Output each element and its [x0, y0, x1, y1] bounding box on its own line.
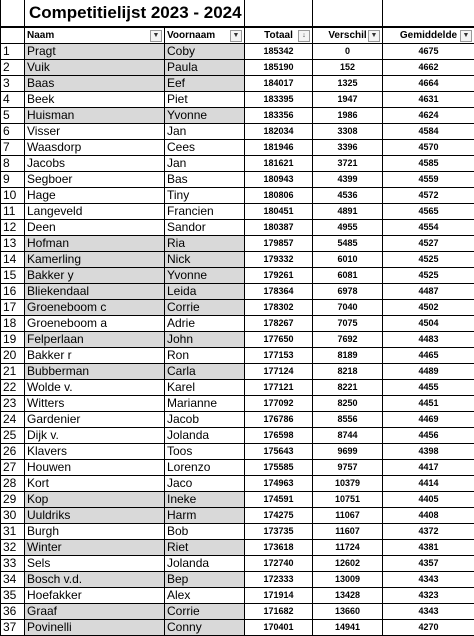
gemiddelde-cell[interactable]: 4585	[383, 156, 474, 172]
voornaam-cell[interactable]: Francien	[165, 204, 245, 220]
table-row	[1, 268, 474, 284]
rank-cell[interactable]: 7	[1, 140, 25, 156]
title-spacer	[1, 0, 25, 27]
naam-cell[interactable]: Wolde v.	[25, 380, 165, 396]
voornaam-cell[interactable]: Paula	[165, 60, 245, 76]
gemiddelde-cell[interactable]: 4570	[383, 140, 474, 156]
naam-cell[interactable]: Pragt	[25, 44, 165, 60]
voornaam-cell[interactable]: Toos	[165, 444, 245, 460]
verschil-header-label: Verschil	[328, 30, 366, 41]
voornaam-cell[interactable]: Tiny	[165, 188, 245, 204]
totaal-cell[interactable]: 172333	[245, 572, 313, 588]
gemiddelde-cell[interactable]: 4487	[383, 284, 474, 300]
rank-cell[interactable]: 17	[1, 300, 25, 316]
voornaam-cell[interactable]: Marianne	[165, 396, 245, 412]
totaal-cell[interactable]: 177121	[245, 380, 313, 396]
verschil-cell[interactable]: 4536	[313, 188, 383, 204]
voornaam-cell[interactable]: Harm	[165, 508, 245, 524]
gemiddelde-cell[interactable]: 4398	[383, 444, 474, 460]
verschil-cell[interactable]: 10379	[313, 476, 383, 492]
verschil-cell[interactable]: 1325	[313, 76, 383, 92]
table-row	[1, 124, 474, 140]
totaal-header-label: Totaal	[264, 30, 293, 41]
rank-cell[interactable]: 9	[1, 172, 25, 188]
title-empty-cell	[383, 0, 474, 27]
totaal-cell[interactable]: 171682	[245, 604, 313, 620]
voornaam-cell[interactable]: Corrie	[165, 300, 245, 316]
table-row	[1, 44, 474, 60]
voornaam-cell[interactable]: Yvonne	[165, 108, 245, 124]
rank-cell[interactable]: 11	[1, 204, 25, 220]
naam-cell[interactable]: Dijk v.	[25, 428, 165, 444]
verschil-cell[interactable]: 6978	[313, 284, 383, 300]
rank-cell[interactable]: 30	[1, 508, 25, 524]
verschil-cell[interactable]: 14941	[313, 620, 383, 636]
naam-cell[interactable]: Povinelli	[25, 620, 165, 636]
totaal-cell[interactable]: 181946	[245, 140, 313, 156]
rank-cell[interactable]: 1	[1, 44, 25, 60]
rank-cell[interactable]: 12	[1, 220, 25, 236]
naam-header-label: Naam	[27, 30, 54, 41]
gemiddelde-cell[interactable]: 4414	[383, 476, 474, 492]
naam-cell[interactable]: Kort	[25, 476, 165, 492]
rank-cell[interactable]: 25	[1, 428, 25, 444]
totaal-cell[interactable]: 178364	[245, 284, 313, 300]
naam-cell[interactable]: Kop	[25, 492, 165, 508]
voornaam-cell[interactable]: Karel	[165, 380, 245, 396]
totaal-cell[interactable]: 177124	[245, 364, 313, 380]
rank-cell[interactable]: 6	[1, 124, 25, 140]
verschil-cell[interactable]: 7040	[313, 300, 383, 316]
filter-dropdown-icon[interactable]: ▼	[460, 30, 472, 42]
voornaam-cell[interactable]: Jolanda	[165, 428, 245, 444]
totaal-cell[interactable]: 179332	[245, 252, 313, 268]
voornaam-cell[interactable]: Bob	[165, 524, 245, 540]
totaal-cell[interactable]: 175585	[245, 460, 313, 476]
naam-cell[interactable]: Deen	[25, 220, 165, 236]
voornaam-cell[interactable]: John	[165, 332, 245, 348]
verschil-cell[interactable]: 9757	[313, 460, 383, 476]
table-row	[1, 252, 474, 268]
naam-cell[interactable]: Bakker r	[25, 348, 165, 364]
table-row	[1, 396, 474, 412]
table-row	[1, 556, 474, 572]
gemiddelde-cell[interactable]: 4372	[383, 524, 474, 540]
verschil-cell[interactable]: 8556	[313, 412, 383, 428]
rank-cell[interactable]: 27	[1, 460, 25, 476]
voornaam-cell[interactable]: Cees	[165, 140, 245, 156]
voornaam-cell[interactable]: Piet	[165, 92, 245, 108]
voornaam-cell[interactable]: Leida	[165, 284, 245, 300]
voornaam-cell[interactable]: Bep	[165, 572, 245, 588]
verschil-cell[interactable]: 10751	[313, 492, 383, 508]
table-row	[1, 604, 474, 620]
table-row	[1, 332, 474, 348]
rank-cell[interactable]: 34	[1, 572, 25, 588]
naam-cell[interactable]: Baas	[25, 76, 165, 92]
totaal-cell[interactable]: 172740	[245, 556, 313, 572]
verschil-cell[interactable]: 3396	[313, 140, 383, 156]
totaal-cell[interactable]: 183356	[245, 108, 313, 124]
naam-cell[interactable]: Langeveld	[25, 204, 165, 220]
gemiddelde-cell[interactable]: 4525	[383, 268, 474, 284]
totaal-cell[interactable]: 174275	[245, 508, 313, 524]
table-row	[1, 284, 474, 300]
verschil-cell[interactable]: 8744	[313, 428, 383, 444]
table-row	[1, 316, 474, 332]
table-row	[1, 444, 474, 460]
gemiddelde-cell[interactable]: 4489	[383, 364, 474, 380]
gemiddelde-cell[interactable]: 4525	[383, 252, 474, 268]
table-row	[1, 540, 474, 556]
gemiddelde-cell[interactable]: 4343	[383, 604, 474, 620]
table-row	[1, 428, 474, 444]
verschil-cell[interactable]: 0	[313, 44, 383, 60]
naam-cell[interactable]: Witters	[25, 396, 165, 412]
voornaam-cell[interactable]: Conny	[165, 620, 245, 636]
naam-cell[interactable]: Houwen	[25, 460, 165, 476]
rank-cell[interactable]: 15	[1, 268, 25, 284]
totaal-cell[interactable]: 176598	[245, 428, 313, 444]
naam-cell[interactable]: Vuik	[25, 60, 165, 76]
gemiddelde-cell[interactable]: 4469	[383, 412, 474, 428]
rank-cell[interactable]: 29	[1, 492, 25, 508]
rank-cell[interactable]: 2	[1, 60, 25, 76]
voornaam-cell[interactable]: Jaco	[165, 476, 245, 492]
voornaam-cell[interactable]: Yvonne	[165, 268, 245, 284]
gemiddelde-cell[interactable]: 4381	[383, 540, 474, 556]
totaal-cell[interactable]: 180806	[245, 188, 313, 204]
verschil-cell[interactable]: 8189	[313, 348, 383, 364]
gemiddelde-cell[interactable]: 4343	[383, 572, 474, 588]
verschil-cell[interactable]: 13660	[313, 604, 383, 620]
naam-cell[interactable]: Bubberman	[25, 364, 165, 380]
naam-cell[interactable]: Huisman	[25, 108, 165, 124]
totaal-cell[interactable]: 182034	[245, 124, 313, 140]
gemiddelde-cell[interactable]: 4675	[383, 44, 474, 60]
voornaam-cell[interactable]: Corrie	[165, 604, 245, 620]
verschil-cell[interactable]: 12602	[313, 556, 383, 572]
gemiddelde-cell[interactable]: 4662	[383, 60, 474, 76]
table-row	[1, 588, 474, 604]
voornaam-cell[interactable]: Ron	[165, 348, 245, 364]
verschil-cell[interactable]: 13428	[313, 588, 383, 604]
totaal-cell[interactable]: 170401	[245, 620, 313, 636]
totaal-cell[interactable]: 180943	[245, 172, 313, 188]
rank-cell[interactable]: 13	[1, 236, 25, 252]
verschil-cell[interactable]: 3721	[313, 156, 383, 172]
voornaam-cell[interactable]: Jan	[165, 124, 245, 140]
gemiddelde-cell[interactable]: 4465	[383, 348, 474, 364]
title-empty-cell	[313, 0, 383, 27]
totaal-cell[interactable]: 174591	[245, 492, 313, 508]
verschil-cell[interactable]: 13009	[313, 572, 383, 588]
gemiddelde-cell[interactable]: 4270	[383, 620, 474, 636]
voornaam-cell[interactable]: Nick	[165, 252, 245, 268]
voornaam-cell[interactable]: Jan	[165, 156, 245, 172]
totaal-cell[interactable]: 174963	[245, 476, 313, 492]
gemiddelde-header-label: Gemiddelde	[400, 30, 457, 41]
voornaam-header-label: Voornaam	[167, 30, 215, 41]
voornaam-header[interactable]	[165, 27, 245, 44]
naam-cell[interactable]: Visser	[25, 124, 165, 140]
header-row	[1, 27, 474, 44]
rank-cell[interactable]: 14	[1, 252, 25, 268]
totaal-cell[interactable]: 183395	[245, 92, 313, 108]
gemiddelde-cell[interactable]: 4417	[383, 460, 474, 476]
totaal-cell[interactable]: 173618	[245, 540, 313, 556]
totaal-cell[interactable]: 177153	[245, 348, 313, 364]
rank-cell[interactable]: 5	[1, 108, 25, 124]
totaal-cell[interactable]: 175643	[245, 444, 313, 460]
naam-cell[interactable]: Hoefakker	[25, 588, 165, 604]
gemiddelde-cell[interactable]: 4664	[383, 76, 474, 92]
table-row	[1, 76, 474, 92]
verschil-cell[interactable]: 8221	[313, 380, 383, 396]
verschil-cell[interactable]: 7692	[313, 332, 383, 348]
naam-cell[interactable]: Groeneboom c	[25, 300, 165, 316]
gemiddelde-cell[interactable]: 4408	[383, 508, 474, 524]
totaal-cell[interactable]: 179261	[245, 268, 313, 284]
verschil-cell[interactable]: 8250	[313, 396, 383, 412]
naam-cell[interactable]: Groeneboom a	[25, 316, 165, 332]
rank-cell[interactable]: 32	[1, 540, 25, 556]
naam-cell[interactable]: Winter	[25, 540, 165, 556]
naam-cell[interactable]: Hofman	[25, 236, 165, 252]
voornaam-cell[interactable]: Riet	[165, 540, 245, 556]
gemiddelde-cell[interactable]: 4504	[383, 316, 474, 332]
gemiddelde-cell[interactable]: 4527	[383, 236, 474, 252]
gemiddelde-cell[interactable]: 4323	[383, 588, 474, 604]
rank-header	[1, 27, 25, 44]
verschil-cell[interactable]: 7075	[313, 316, 383, 332]
verschil-cell[interactable]: 4955	[313, 220, 383, 236]
gemiddelde-cell[interactable]: 4405	[383, 492, 474, 508]
table-row	[1, 300, 474, 316]
rank-cell[interactable]: 26	[1, 444, 25, 460]
naam-cell[interactable]: Segboer	[25, 172, 165, 188]
rank-cell[interactable]: 22	[1, 380, 25, 396]
table-row	[1, 412, 474, 428]
gemiddelde-cell[interactable]: 4565	[383, 204, 474, 220]
gemiddelde-header[interactable]	[383, 27, 474, 44]
totaal-cell[interactable]: 178302	[245, 300, 313, 316]
filter-dropdown-icon[interactable]: ▼	[230, 30, 242, 42]
sheet-title: Competitielijst 2023 - 2024	[25, 0, 245, 27]
gemiddelde-cell[interactable]: 4483	[383, 332, 474, 348]
verschil-cell[interactable]: 8218	[313, 364, 383, 380]
gemiddelde-cell[interactable]: 4357	[383, 556, 474, 572]
totaal-cell[interactable]: 179857	[245, 236, 313, 252]
rank-cell[interactable]: 35	[1, 588, 25, 604]
table-row	[1, 108, 474, 124]
totaal-cell[interactable]: 181621	[245, 156, 313, 172]
naam-cell[interactable]: Waasdorp	[25, 140, 165, 156]
rank-cell[interactable]: 37	[1, 620, 25, 636]
verschil-cell[interactable]: 1947	[313, 92, 383, 108]
totaal-cell[interactable]: 178267	[245, 316, 313, 332]
totaal-cell[interactable]: 177650	[245, 332, 313, 348]
verschil-cell[interactable]: 4399	[313, 172, 383, 188]
verschil-cell[interactable]: 1986	[313, 108, 383, 124]
voornaam-cell[interactable]: Coby	[165, 44, 245, 60]
rank-cell[interactable]: 3	[1, 76, 25, 92]
voornaam-cell[interactable]: Bas	[165, 172, 245, 188]
verschil-cell[interactable]: 11724	[313, 540, 383, 556]
table-row	[1, 188, 474, 204]
table-row	[1, 572, 474, 588]
verschil-cell[interactable]: 4891	[313, 204, 383, 220]
rank-cell[interactable]: 19	[1, 332, 25, 348]
verschil-cell[interactable]: 6010	[313, 252, 383, 268]
voornaam-cell[interactable]: Alex	[165, 588, 245, 604]
gemiddelde-cell[interactable]: 4451	[383, 396, 474, 412]
title-empty-cell	[245, 0, 313, 27]
rank-cell[interactable]: 16	[1, 284, 25, 300]
table-row	[1, 492, 474, 508]
gemiddelde-cell[interactable]: 4456	[383, 428, 474, 444]
totaal-cell[interactable]: 185190	[245, 60, 313, 76]
table-row	[1, 348, 474, 364]
gemiddelde-cell[interactable]: 4584	[383, 124, 474, 140]
naam-cell[interactable]: Beek	[25, 92, 165, 108]
table-row	[1, 508, 474, 524]
verschil-header[interactable]	[313, 27, 383, 44]
naam-cell[interactable]: Felperlaan	[25, 332, 165, 348]
table-row	[1, 524, 474, 540]
voornaam-cell[interactable]: Adrie	[165, 316, 245, 332]
totaal-cell[interactable]: 185342	[245, 44, 313, 60]
filter-dropdown-icon[interactable]: ▼	[150, 30, 162, 42]
title-row	[1, 0, 474, 27]
gemiddelde-cell[interactable]: 4559	[383, 172, 474, 188]
voornaam-cell[interactable]: Ria	[165, 236, 245, 252]
rank-cell[interactable]: 8	[1, 156, 25, 172]
table-row	[1, 236, 474, 252]
table-row	[1, 140, 474, 156]
verschil-cell[interactable]: 11607	[313, 524, 383, 540]
naam-cell[interactable]: Uuldriks	[25, 508, 165, 524]
naam-cell[interactable]: Burgh	[25, 524, 165, 540]
gemiddelde-cell[interactable]: 4624	[383, 108, 474, 124]
naam-cell[interactable]: Klavers	[25, 444, 165, 460]
rank-cell[interactable]: 28	[1, 476, 25, 492]
rank-cell[interactable]: 31	[1, 524, 25, 540]
gemiddelde-cell[interactable]: 4554	[383, 220, 474, 236]
naam-cell[interactable]: Bosch v.d.	[25, 572, 165, 588]
table-row	[1, 220, 474, 236]
totaal-cell[interactable]: 184017	[245, 76, 313, 92]
verschil-cell[interactable]: 9699	[313, 444, 383, 460]
table-row	[1, 172, 474, 188]
voornaam-cell[interactable]: Lorenzo	[165, 460, 245, 476]
rank-cell[interactable]: 23	[1, 396, 25, 412]
sort-descending-icon[interactable]: ↓	[298, 30, 310, 42]
voornaam-cell[interactable]: Ineke	[165, 492, 245, 508]
table-row	[1, 204, 474, 220]
verschil-cell[interactable]: 152	[313, 60, 383, 76]
rank-cell[interactable]: 21	[1, 364, 25, 380]
table-row	[1, 620, 474, 636]
table-row	[1, 156, 474, 172]
naam-cell[interactable]: Jacobs	[25, 156, 165, 172]
naam-cell[interactable]: Bakker y	[25, 268, 165, 284]
rank-cell[interactable]: 4	[1, 92, 25, 108]
voornaam-cell[interactable]: Eef	[165, 76, 245, 92]
verschil-cell[interactable]: 5485	[313, 236, 383, 252]
totaal-cell[interactable]: 177092	[245, 396, 313, 412]
naam-cell[interactable]: Sels	[25, 556, 165, 572]
table-row	[1, 460, 474, 476]
totaal-cell[interactable]: 171914	[245, 588, 313, 604]
naam-header[interactable]	[25, 27, 165, 44]
gemiddelde-cell[interactable]: 4502	[383, 300, 474, 316]
rank-cell[interactable]: 24	[1, 412, 25, 428]
rank-cell[interactable]: 33	[1, 556, 25, 572]
naam-cell[interactable]: Gardenier	[25, 412, 165, 428]
naam-cell[interactable]: Graaf	[25, 604, 165, 620]
totaal-header[interactable]	[245, 27, 313, 44]
rank-cell[interactable]: 18	[1, 316, 25, 332]
totaal-cell[interactable]: 176786	[245, 412, 313, 428]
gemiddelde-cell[interactable]: 4572	[383, 188, 474, 204]
table-row	[1, 364, 474, 380]
rank-cell[interactable]: 36	[1, 604, 25, 620]
totaal-cell[interactable]: 173735	[245, 524, 313, 540]
verschil-cell[interactable]: 11067	[313, 508, 383, 524]
naam-cell[interactable]: Bliekendaal	[25, 284, 165, 300]
rank-cell[interactable]: 10	[1, 188, 25, 204]
table-row	[1, 60, 474, 76]
verschil-cell[interactable]: 3308	[313, 124, 383, 140]
totaal-cell[interactable]: 180451	[245, 204, 313, 220]
totaal-cell[interactable]: 180387	[245, 220, 313, 236]
gemiddelde-cell[interactable]: 4455	[383, 380, 474, 396]
filter-dropdown-icon[interactable]: ▼	[368, 30, 380, 42]
gemiddelde-cell[interactable]: 4631	[383, 92, 474, 108]
table-row	[1, 476, 474, 492]
voornaam-cell[interactable]: Carla	[165, 364, 245, 380]
naam-cell[interactable]: Kamerling	[25, 252, 165, 268]
rank-cell[interactable]: 20	[1, 348, 25, 364]
voornaam-cell[interactable]: Sandor	[165, 220, 245, 236]
voornaam-cell[interactable]: Jacob	[165, 412, 245, 428]
verschil-cell[interactable]: 6081	[313, 268, 383, 284]
table-row	[1, 92, 474, 108]
naam-cell[interactable]: Hage	[25, 188, 165, 204]
table-row	[1, 380, 474, 396]
voornaam-cell[interactable]: Jolanda	[165, 556, 245, 572]
